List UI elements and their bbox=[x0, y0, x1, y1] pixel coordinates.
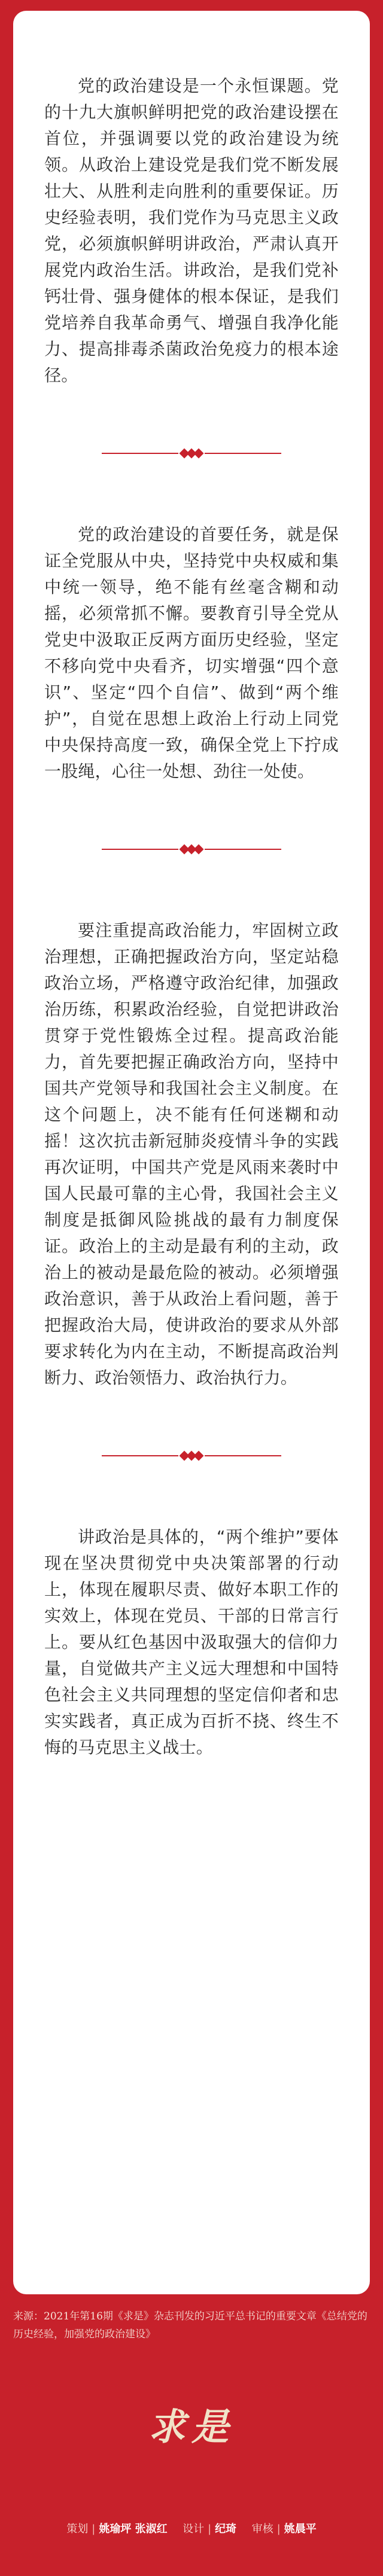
design-name: 纪琦 bbox=[215, 2523, 237, 2535]
credits-line bbox=[0, 2520, 383, 2536]
article-card bbox=[13, 11, 370, 2294]
divider-line-left bbox=[102, 849, 178, 850]
ornament-divider bbox=[102, 842, 281, 856]
separator: | bbox=[92, 2523, 96, 2535]
design-label: 设计 bbox=[183, 2523, 205, 2535]
separator: | bbox=[208, 2523, 212, 2535]
qiushi-logo: 求是 bbox=[148, 2405, 235, 2449]
paragraph-3: 要注重提高政治能力，牢固树立政治理想，正确把握政治方向，坚定站稳政治立场，严格遵守政治纪律，加强政治历练，积累政治经验，自觉把讲政治贯穿于党性锻炼全过程。提高政治能力，首先要把握正确政治方向，坚持中国共产党领导和我国社会主义制度。在这个问题上，决不能有任何迷糊和动摇！这次抗击新冠肺炎疫情斗争的实践再次证明，中国共产党是风雨来袭时中国人民最可靠的主心骨，我国社会主义制度是抵御风险挑战的最有力制度保证。政治上的主动是最有利的主动，政治上的被动是最危险的被动。必须增强政治意识，善于从政治上看问题，善于把握政治大局，使讲政治的要求从外部要求转化为内在主动，不断提高政治判断力、政治领悟力、政治执行力。 bbox=[44, 920, 339, 1388]
diamond-icon bbox=[194, 1451, 204, 1461]
diamond-icon bbox=[194, 449, 204, 459]
paragraph-4: 讲政治是具体的，“两个维护”要体现在坚决贯彻党中央决策部署的行动上，体现在履职尽责、做好本职工作的实效上，体现在党员、干部的日常言行上。要从红色基因中汲取强大的信仰力量，自觉做共产主义远大理想和中国特色社会主义共同理想的坚定信仰者和忠实实践者，真正成为百折不挠、终生不悔的马克思主义战士。 bbox=[44, 1527, 339, 1757]
divider-line-right bbox=[205, 849, 281, 850]
divider-line-right bbox=[205, 1455, 281, 1456]
ornament-divider bbox=[102, 446, 281, 461]
separator: | bbox=[276, 2523, 281, 2535]
planning-label: 策划 bbox=[66, 2523, 89, 2535]
planning-names: 姚瑜坪 张淑红 bbox=[99, 2523, 168, 2535]
divider-line-left bbox=[102, 453, 178, 454]
review-label: 审核 bbox=[251, 2523, 273, 2535]
ornament-divider bbox=[102, 1449, 281, 1463]
diamond-icon bbox=[194, 845, 204, 855]
source-note: 来源：2021年第16期《求是》杂志刊发的习近平总书记的重要文章《总结党的历史经验，加强党的政治建设》 bbox=[13, 2310, 367, 2340]
review-name: 姚晨平 bbox=[284, 2523, 317, 2535]
divider-line-left bbox=[102, 1455, 178, 1456]
paragraph-1: 党的政治建设是一个永恒课题。党的十九大旗帜鲜明把党的政治建设摆在首位，并强调要以党的政治建设为统领。从政治上建设党是我们党不断发展壮大、从胜利走向胜利的重要保证。历史经验表明，我们党作为马克思主义政党，必须旗帜鲜明讲政治，严肃认真开展党内政治生活。讲政治，是我们党补钙壮骨、强身健体的根本保证，是我们党培养自我革命勇气、增强自我净化能力、提高排毒杀菌政治免疫力的根本途径。 bbox=[44, 76, 339, 385]
divider-line-right bbox=[205, 453, 281, 454]
paragraph-2: 党的政治建设的首要任务，就是保证全党服从中央，坚持党中央权威和集中统一领导，绝不能有丝毫含糊和动摇，必须常抓不懈。要教育引导全党从党史中汲取正反两方面历史经验，坚定不移向党中央看齐，切实增强“四个意识”、坚定“四个自信”、做到“两个维护”，自觉在思想上政治上行动上同党中央保持高度一致，确保全党上下拧成一股绳，心往一处想、劲往一处使。 bbox=[44, 525, 339, 781]
